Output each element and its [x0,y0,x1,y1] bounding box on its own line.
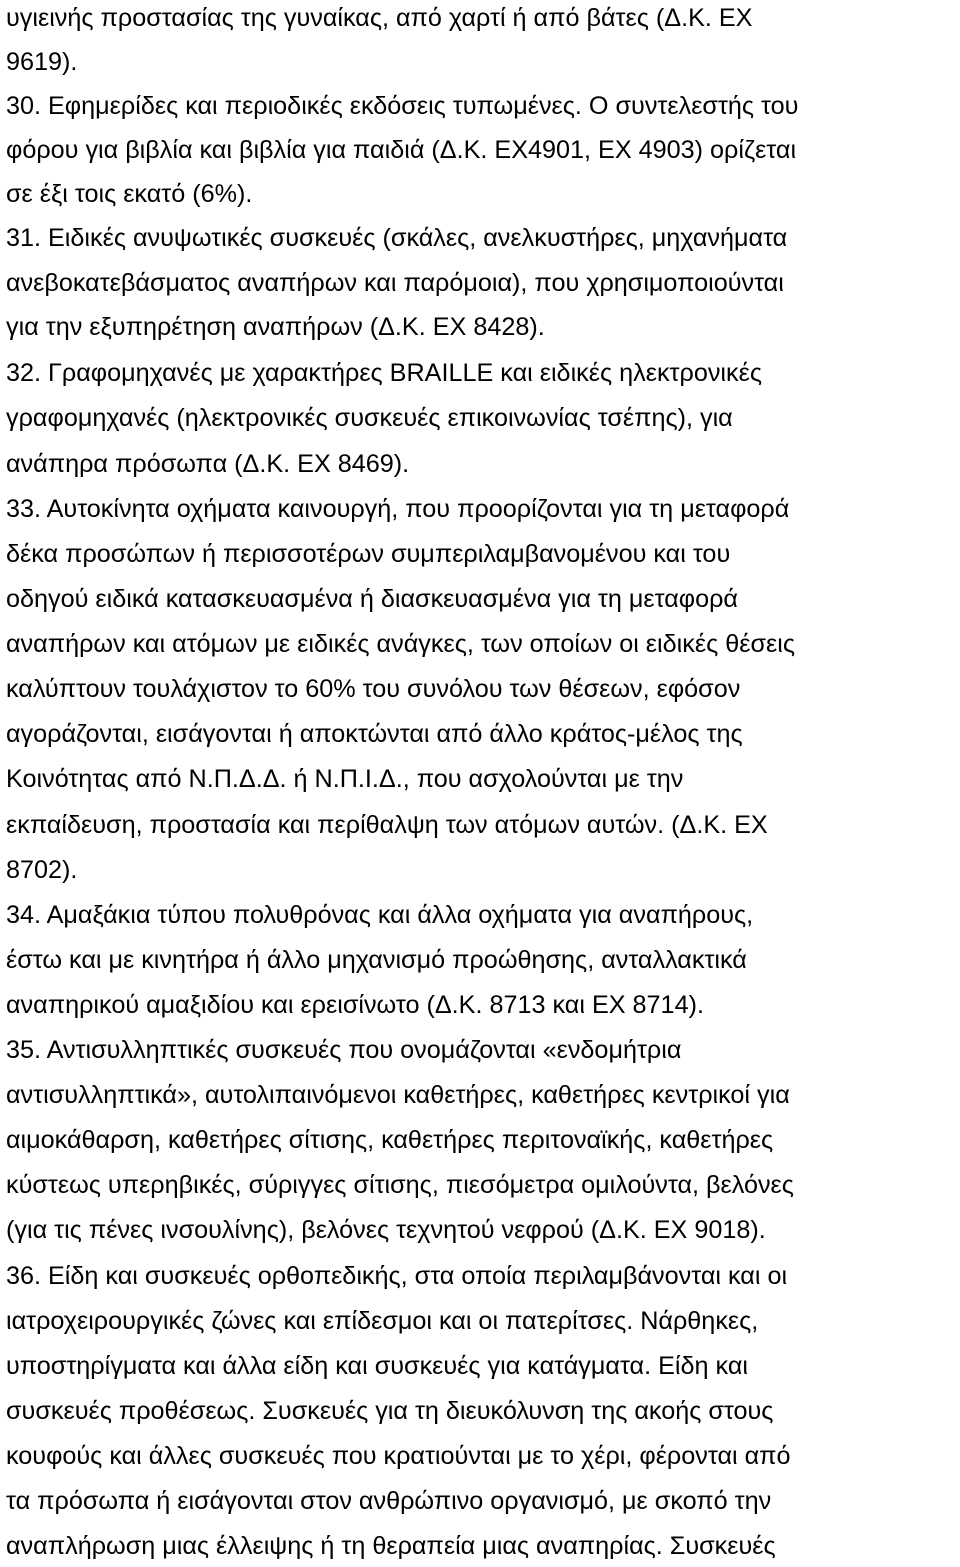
text-line: κουφούς και άλλες συσκευές που κρατιούνται με το χέρι, φέρονται από [6,1442,791,1470]
text-line: αναπήρων και ατόμων με ειδικές ανάγκες, των οποίων οι ειδικές θέσεις [6,630,795,658]
text-line: υγιεινής προστασίας της γυναίκας, από χαρτί ή από βάτες (Δ.Κ. ΕΧ [6,4,753,32]
text-line: γραφομηχανές (ηλεκτρονικές συσκευές επικοινωνίας τσέπης), για [6,404,733,432]
text-line: 30. Εφημερίδες και περιοδικές εκδόσεις τυπωμένες. Ο συντελεστής του [6,92,799,120]
text-line: ιατροχειρουργικές ζώνες και επίδεσμοι και οι πατερίτσες. Νάρθηκες, [6,1307,759,1335]
text-line: κύστεως υπερηβικές, σύριγγες σίτισης, πιεσόμετρα ομιλούντα, βελόνες [6,1171,794,1199]
text-line: αντισυλληπτικά», αυτολιπαινόμενοι καθετήρες, καθετήρες κεντρικοί για [6,1081,790,1109]
text-line: 32. Γραφομηχανές με χαρακτήρες BRAILLE και ειδικές ηλεκτρονικές [6,359,762,387]
text-line: ανεβοκατεβάσματος αναπήρων και παρόμοια), που χρησιμοποιούνται [6,269,784,297]
text-line: υποστηρίγματα και άλλα είδη και συσκευές για κατάγματα. Είδη και [6,1352,748,1380]
text-line: αιμοκάθαρση, καθετήρες σίτισης, καθετήρες περιτοναϊκής, καθετήρες [6,1126,774,1154]
text-line: δέκα προσώπων ή περισσοτέρων συμπεριλαμβανομένου και του [6,540,731,568]
text-line: φόρου για βιβλία και βιβλία για παιδιά (Δ.Κ. ΕΧ4901, ΕΧ 4903) ορίζεται [6,136,797,164]
text-line: ανάπηρα πρόσωπα (Δ.Κ. ΕΧ 8469). [6,450,410,478]
text-line: έστω και με κινητήρα ή άλλο μηχανισμό προώθησης, ανταλλακτικά [6,946,747,974]
text-line: 33. Αυτοκίνητα οχήματα καινουργή, που προορίζονται για τη μεταφορά [6,495,790,523]
text-line: 31. Ειδικές ανυψωτικές συσκευές (σκάλες, ανελκυστήρες, μηχανήματα [6,224,788,252]
text-line: αναπλήρωση μιας έλλειψης ή τη θεραπεία μιας αναπηρίας. Συσκευές [6,1532,776,1560]
text-line: σε έξι τοις εκατό (6%). [6,180,253,208]
text-line: οδηγού ειδικά κατασκευασμένα ή διασκευασμένα για τη μεταφορά [6,585,738,613]
text-line: (για τις πένες ινσουλίνης), βελόνες τεχνητού νεφρού (Δ.Κ. ΕΧ 9018). [6,1216,766,1244]
text-line: τα πρόσωπα ή εισάγονται στον ανθρώπινο οργανισμό, με σκοπό την [6,1487,772,1515]
text-line: συσκευές προθέσεως. Συσκευές για τη διευκόλυνση της ακοής στους [6,1397,774,1425]
text-line: 8702). [6,856,78,884]
text-line: 36. Είδη και συσκευές ορθοπεδικής, στα οποία περιλαμβάνονται και οι [6,1262,788,1290]
text-line: Κοινότητας από Ν.Π.Δ.Δ. ή Ν.Π.Ι.Δ., που ασχολούνται με την [6,765,684,793]
text-line: 34. Αμαξάκια τύπου πολυθρόνας και άλλα οχήματα για αναπήρους, [6,901,754,929]
text-line: καλύπτουν τουλάχιστον το 60% του συνόλου των θέσεων, εφόσον [6,675,741,703]
text-line: αναπηρικού αμαξιδίου και ερεισίνωτο (Δ.Κ. 8713 και ΕΧ 8714). [6,991,704,1019]
text-line: εκπαίδευση, προστασία και περίθαλψη των ατόμων αυτών. (Δ.Κ. ΕΧ [6,811,768,839]
text-line: 35. Αντισυλληπτικές συσκευές που ονομάζονται «ενδομήτρια [6,1036,682,1064]
text-line: 9619). [6,48,78,76]
text-line: για την εξυπηρέτηση αναπήρων (Δ.Κ. ΕΧ 8428). [6,313,545,341]
text-line: αγοράζονται, εισάγονται ή αποκτώνται από άλλο κράτος-μέλος της [6,720,743,748]
